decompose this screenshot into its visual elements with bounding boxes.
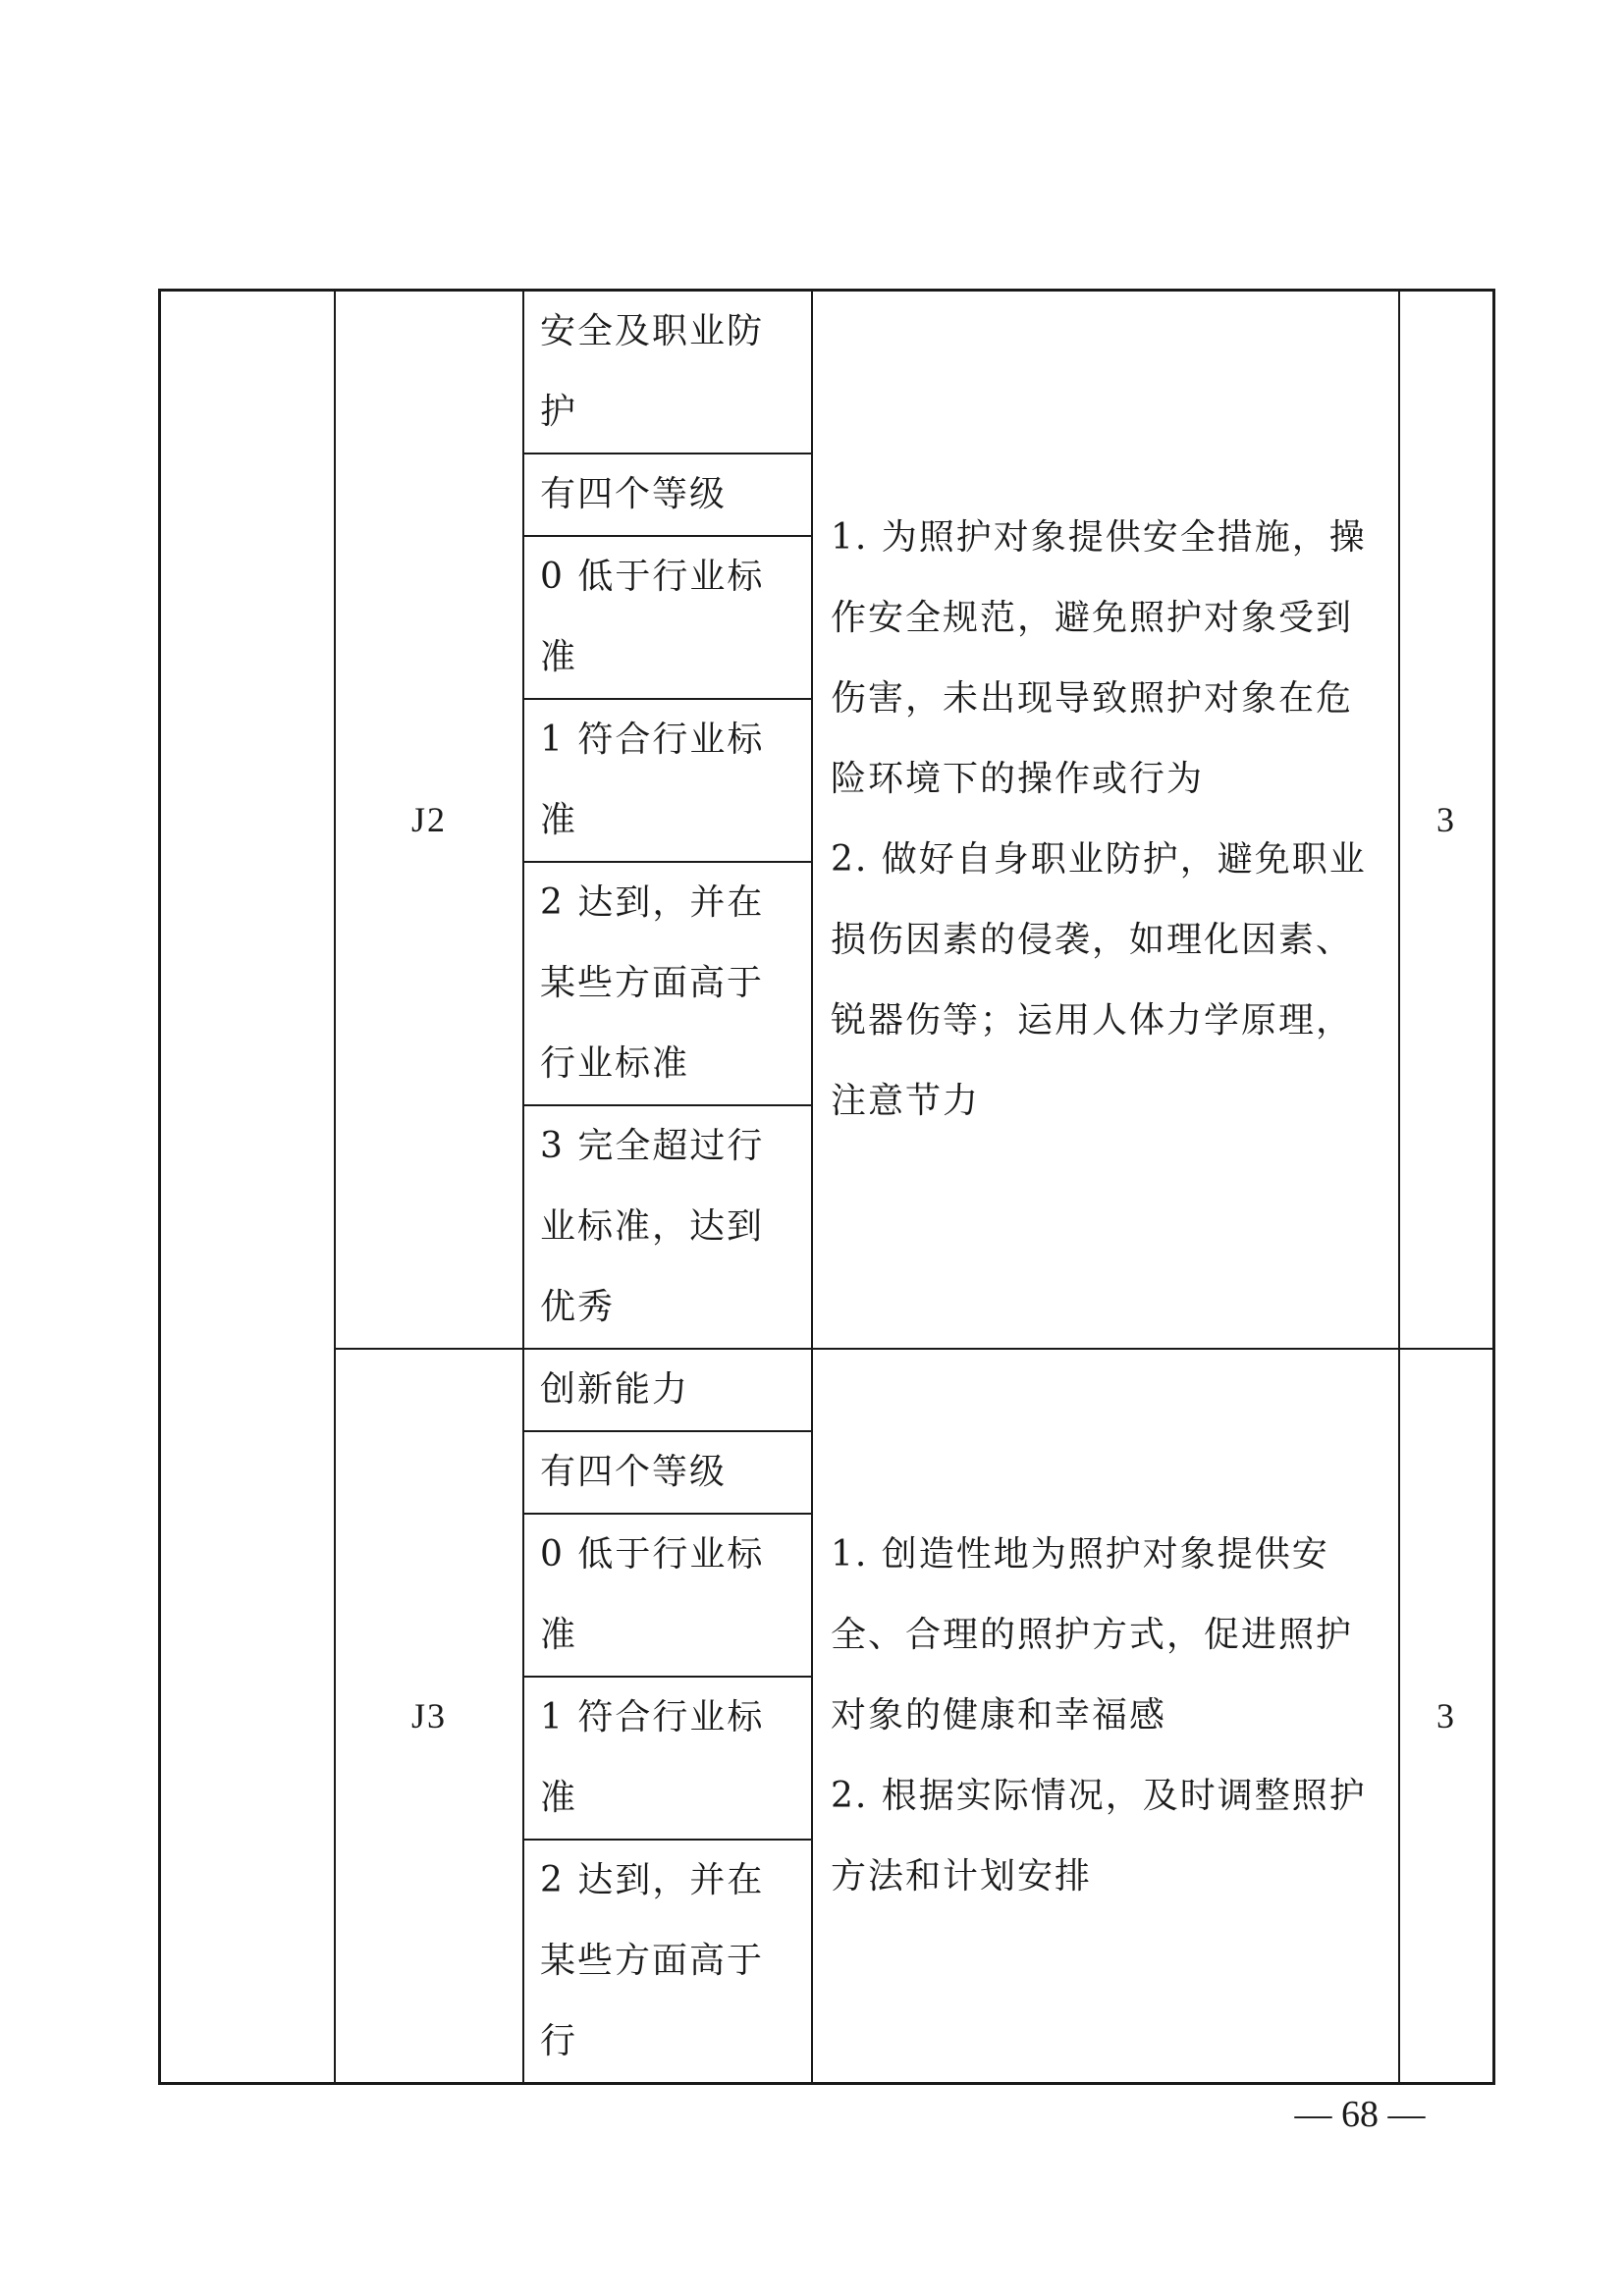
criteria-cell [523,454,812,536]
score-cell [1399,1349,1494,2084]
item-code-cell [335,1349,523,2084]
criteria-level-0: 0 低于行业标准 [540,557,765,677]
content-line: 方法和计划安排 [831,1856,1093,1896]
score-value: 3 [1436,1696,1456,1735]
criteria-title: 安全及职业防护 [540,311,765,432]
content-line: 损伤因素的侵袭，如理化因素、 [831,920,1354,960]
content-line: 2. 根据实际情况，及时调整照护 [831,1776,1367,1816]
table-row [160,291,1494,454]
criteria-cell [523,1431,812,1514]
content-line: 2. 做好自身职业防护，避免职业 [831,839,1367,880]
content-line: 作安全规范，避免照护对象受到 [831,598,1354,638]
criteria-level-1: 1 符合行业标准 [540,1697,765,1818]
content-line: 对象的健康和幸福感 [831,1695,1167,1735]
criteria-cell [523,1840,812,2084]
content-line: 注意节力 [831,1081,981,1121]
item-code-cell [335,291,523,1350]
category-cell [160,291,336,2084]
criteria-cell [523,1514,812,1677]
item-code: J3 [410,1696,447,1735]
criteria-level-1: 1 符合行业标准 [540,720,765,840]
criteria-cell [523,291,812,454]
criteria-levels: 有四个等级 [540,1452,728,1492]
item-code: J2 [410,800,447,839]
content-line: 锐器伤等；运用人体力学原理， [831,1000,1354,1041]
content-cell [812,1349,1399,2084]
score-cell [1399,291,1494,1350]
criteria-cell [523,699,812,862]
criteria-cell [523,1677,812,1840]
criteria-level-2: 2 达到，并在某些方面高于行 [540,1860,765,2061]
content-line: 1. 为照护对象提供安全措施，操 [831,517,1367,558]
criteria-cell [523,862,812,1105]
score-value: 3 [1436,800,1456,839]
page-number: — 68 — [1294,2094,1426,2135]
content-line: 1. 创造性地为照护对象提供安 [831,1534,1329,1575]
scoring-table [158,289,1495,2085]
content-cell [812,291,1399,1350]
criteria-level-2: 2 达到，并在某些方面高于行业标准 [540,882,765,1084]
content-line: 险环境下的操作或行为 [831,759,1205,799]
criteria-levels: 有四个等级 [540,474,728,514]
criteria-cell [523,1105,812,1349]
content-line: 伤害，未出现导致照护对象在危 [831,678,1354,719]
criteria-cell [523,536,812,699]
criteria-title: 创新能力 [540,1369,690,1410]
criteria-cell [523,1349,812,1431]
content-line: 全、合理的照护方式，促进照护 [831,1615,1354,1655]
criteria-level-0: 0 低于行业标准 [540,1534,765,1655]
table-row [160,1349,1494,1431]
criteria-level-3: 3 完全超过行业标准，达到优秀 [540,1126,765,1327]
